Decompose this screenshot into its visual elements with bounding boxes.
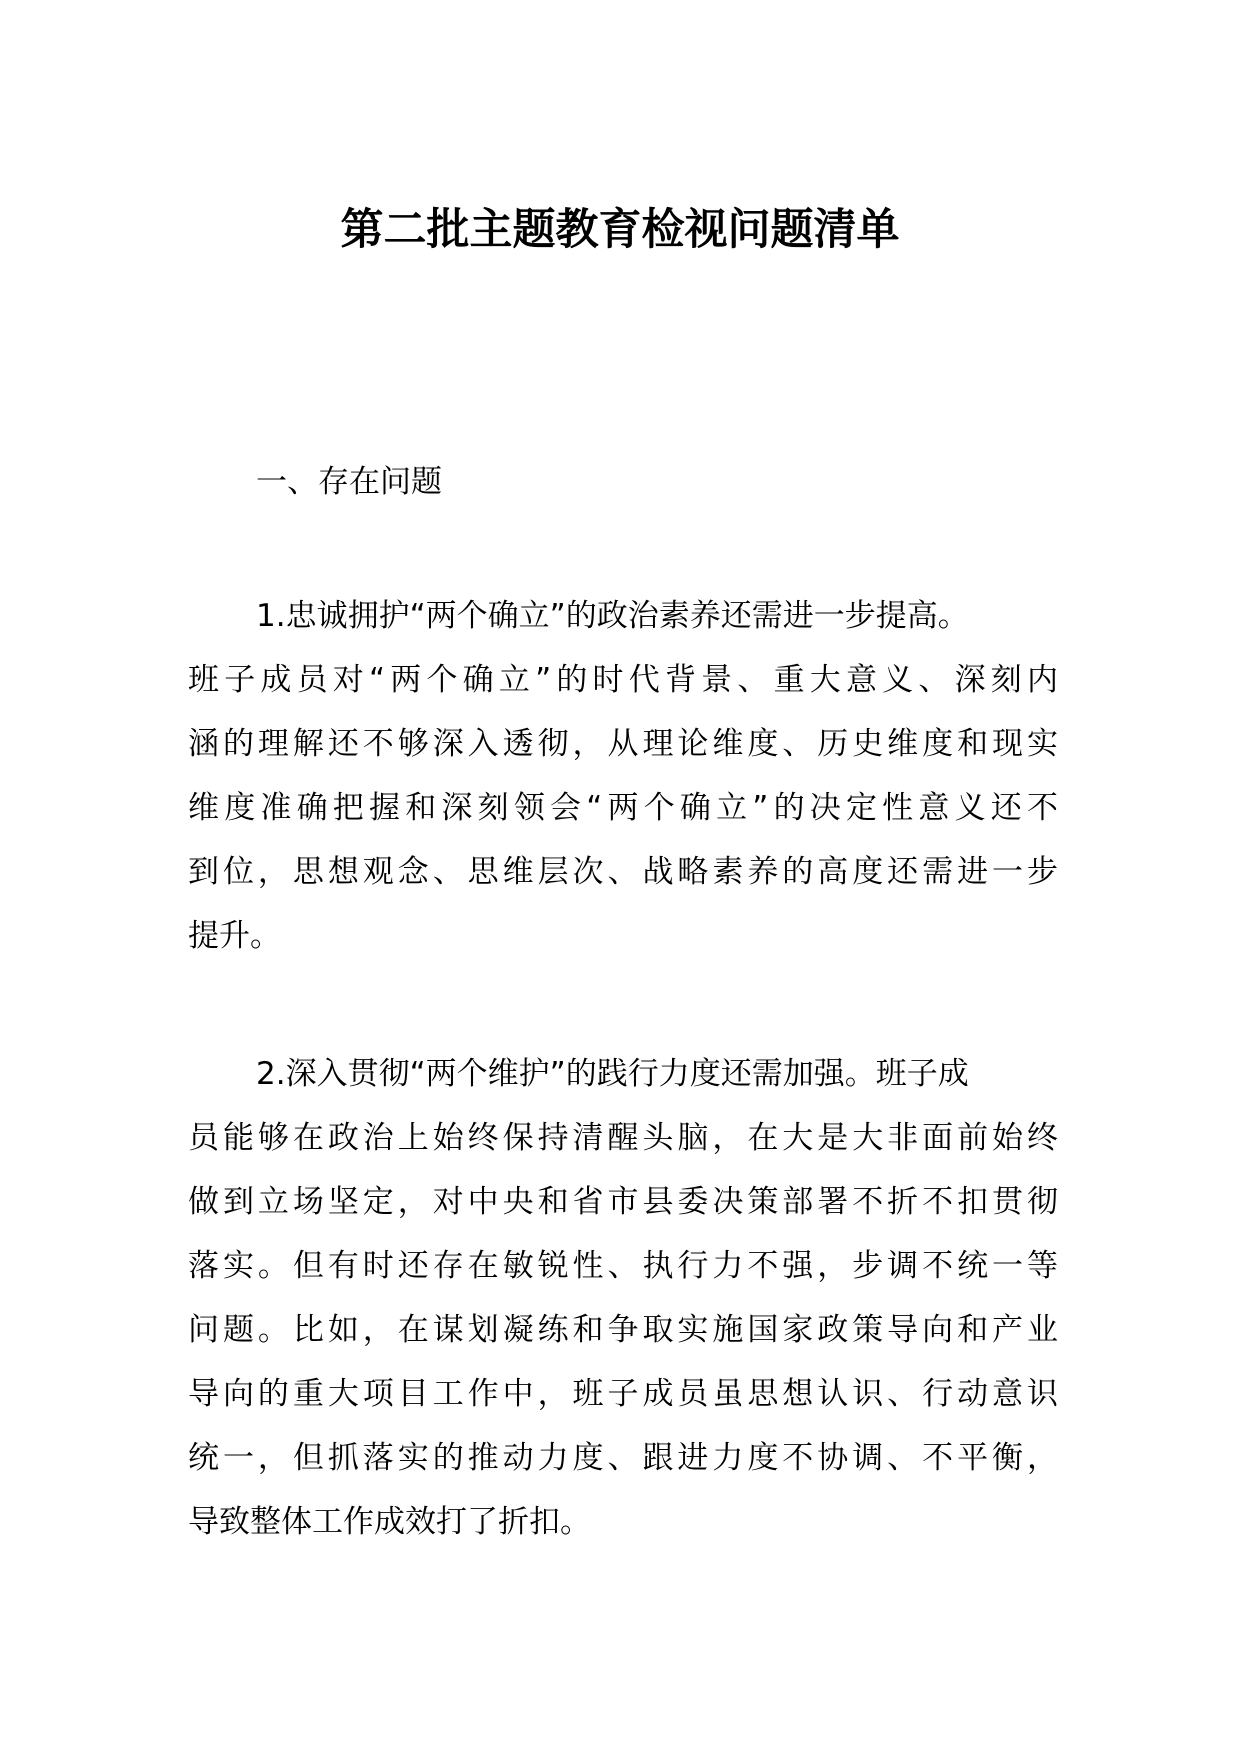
paragraph-2-line-1: 2.深入贯彻“两个维护”的践行力度还需加强。班子成 (256, 1056, 969, 1092)
paragraph-2-line-6: 导向的重大项目工作中，班子成员虽思想认识、行动意识 (188, 1376, 1058, 1412)
paragraph-2-line-5: 问题。比如，在谋划凝练和争取实施国家政策导向和产业 (188, 1312, 1058, 1348)
paragraph-2 (188, 1042, 1058, 1554)
paragraph-1 (188, 584, 1058, 968)
paragraph-1-line-2: 班子成员对“两个确立”的时代背景、重大意义、深刻内 (188, 662, 1058, 698)
paragraph-1-line-4: 维度准确把握和深刻领会“两个确立”的决定性意义还不 (188, 790, 1058, 826)
paragraph-2-line-2: 员能够在政治上始终保持清醒头脑，在大是大非面前始终 (188, 1120, 1058, 1156)
paragraph-2-line-4: 落实。但有时还存在敏锐性、执行力不强，步调不统一等 (188, 1248, 1058, 1284)
paragraph-2-line-3: 做到立场坚定，对中央和省市县委决策部署不折不扣贯彻 (188, 1184, 1058, 1220)
document-title: 第二批主题教育检视问题清单 (340, 205, 900, 255)
paragraph-1-line-3: 涵的理解还不够深入透彻，从理论维度、历史维度和现实 (188, 726, 1058, 762)
paragraph-1-line-6: 提升。 (188, 918, 281, 954)
section-heading: 一、存在问题 (256, 464, 442, 500)
paragraph-2-line-7: 统一，但抓落实的推动力度、跟进力度不协调、不平衡， (188, 1440, 1058, 1476)
section-heading-block (188, 450, 1058, 514)
paragraph-1-line-5: 到位，思想观念、思维层次、战略素养的高度还需进一步 (188, 854, 1058, 890)
paragraph-1-line-1: 1.忠诚拥护“两个确立”的政治素养还需进一步提高。 (256, 598, 969, 634)
paragraph-2-line-8: 导致整体工作成效打了折扣。 (188, 1504, 591, 1540)
